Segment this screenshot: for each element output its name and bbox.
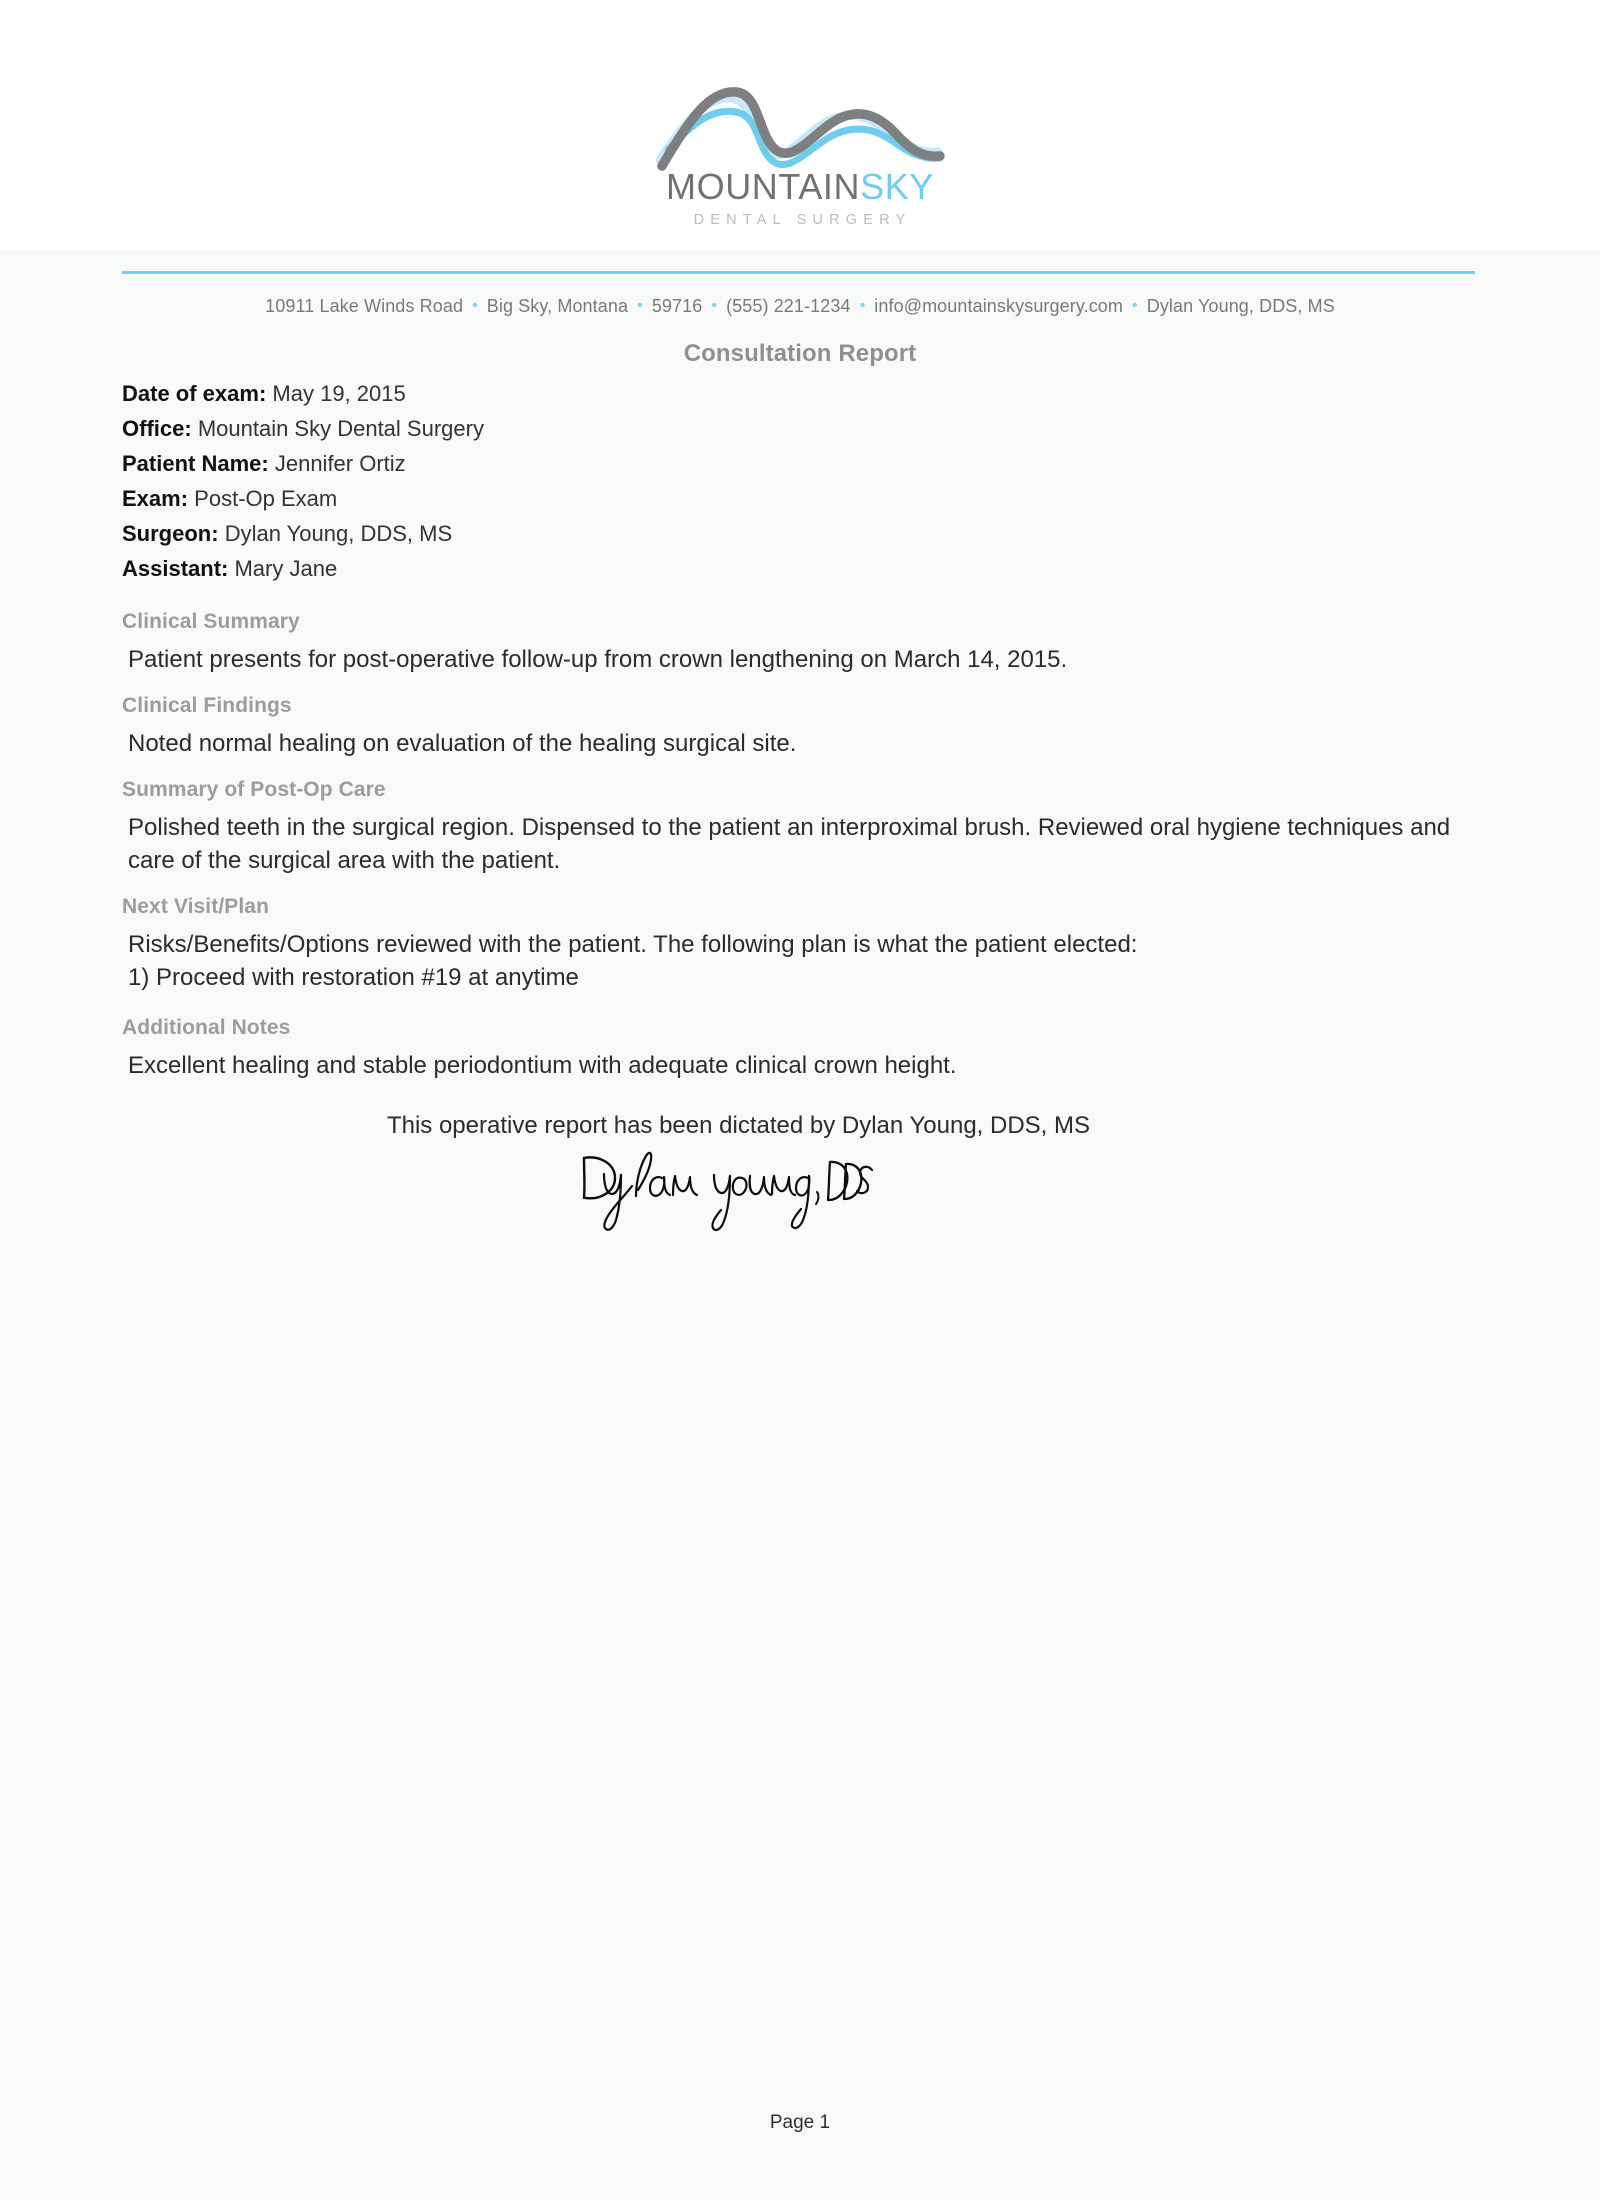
contact-separator-icon: •	[1132, 297, 1138, 314]
section-next-visit-plan	[122, 895, 1475, 994]
contact-city-state: Big Sky, Montana	[486, 296, 629, 316]
section-heading: Summary of Post-Op Care	[122, 778, 386, 801]
meta-row-patient-name	[122, 446, 1475, 481]
patient-meta-list	[122, 376, 1475, 586]
meta-value: May 19, 2015	[272, 381, 406, 406]
dictation-statement: This operative report has been dictated by Dylan Young, DDS, MS	[386, 1112, 1091, 1139]
section-body: Noted normal healing on evaluation of the healing surgical site.	[128, 730, 797, 757]
brand-name-primary: MOUNTAIN	[666, 166, 861, 207]
contact-separator-icon: •	[711, 297, 718, 314]
contact-separator-icon: •	[859, 297, 866, 314]
meta-row-office	[122, 411, 1475, 446]
meta-value: Mary Jane	[234, 556, 338, 581]
mountain-wave-logo-icon	[650, 78, 950, 173]
meta-value: Post-Op Exam	[194, 486, 338, 511]
section-body: Polished teeth in the surgical region. Dispensed to the patient an interproximal brush. Reviewed oral hygiene techniques and care of the surgical area with the patient.	[128, 814, 1451, 874]
contact-provider: Dylan Young, DDS, MS	[1146, 296, 1335, 316]
brand-tagline: DENTAL SURGERY	[693, 212, 912, 228]
meta-label: Exam:	[122, 486, 189, 511]
section-clinical-findings	[122, 694, 1475, 760]
plan-line-2: 1) Proceed with restoration #19 at anytime	[128, 964, 579, 991]
meta-value: Mountain Sky Dental Surgery	[197, 416, 484, 441]
meta-label: Office:	[122, 416, 192, 441]
meta-value: Jennifer Ortiz	[274, 451, 406, 476]
meta-row-exam	[122, 481, 1475, 516]
brand-logo	[640, 78, 960, 228]
contact-address: 10911 Lake Winds Road	[265, 296, 464, 316]
section-heading: Clinical Summary	[122, 610, 300, 633]
meta-label: Patient Name:	[122, 451, 269, 476]
report-content	[122, 376, 1475, 1239]
section-additional-notes	[122, 1016, 1475, 1082]
section-heading: Clinical Findings	[122, 694, 292, 717]
section-clinical-summary	[122, 610, 1475, 676]
section-body: Patient presents for post-operative follow-up from crown lengthening on March 14, 2015.	[128, 646, 1068, 673]
contact-zip: 59716	[651, 296, 703, 316]
meta-row-assistant	[122, 551, 1475, 586]
brand-wordmark	[640, 166, 960, 207]
section-body: Excellent healing and stable periodontium with adequate clinical crown height.	[128, 1052, 957, 1079]
section-body	[122, 928, 1458, 994]
meta-label: Surgeon:	[122, 521, 219, 546]
contact-info-line	[0, 296, 1600, 317]
page-footer: Page 1	[769, 2112, 831, 2133]
plan-line-1: Risks/Benefits/Options reviewed with the patient. The following plan is what the patient elected:	[128, 931, 1138, 958]
header-divider	[122, 271, 1475, 274]
report-title: Consultation Report	[683, 340, 917, 367]
contact-separator-icon: •	[472, 297, 478, 314]
meta-label: Date of exam:	[122, 381, 267, 406]
signature-block	[122, 1142, 1475, 1239]
letterhead	[0, 0, 1600, 250]
section-heading: Additional Notes	[122, 1016, 291, 1039]
handwritten-signature-icon	[574, 1142, 874, 1234]
contact-separator-icon: •	[637, 297, 643, 314]
meta-row-date-of-exam	[122, 376, 1475, 411]
contact-email: info@mountainskysurgery.com	[874, 296, 1124, 316]
brand-name-secondary: SKY	[860, 166, 934, 207]
contact-phone: (555) 221-1234	[726, 296, 851, 316]
meta-value: Dylan Young, DDS, MS	[224, 521, 453, 546]
meta-label: Assistant:	[122, 556, 229, 581]
section-post-op-care	[122, 778, 1475, 877]
section-heading: Next Visit/Plan	[122, 895, 270, 918]
meta-row-surgeon	[122, 516, 1475, 551]
